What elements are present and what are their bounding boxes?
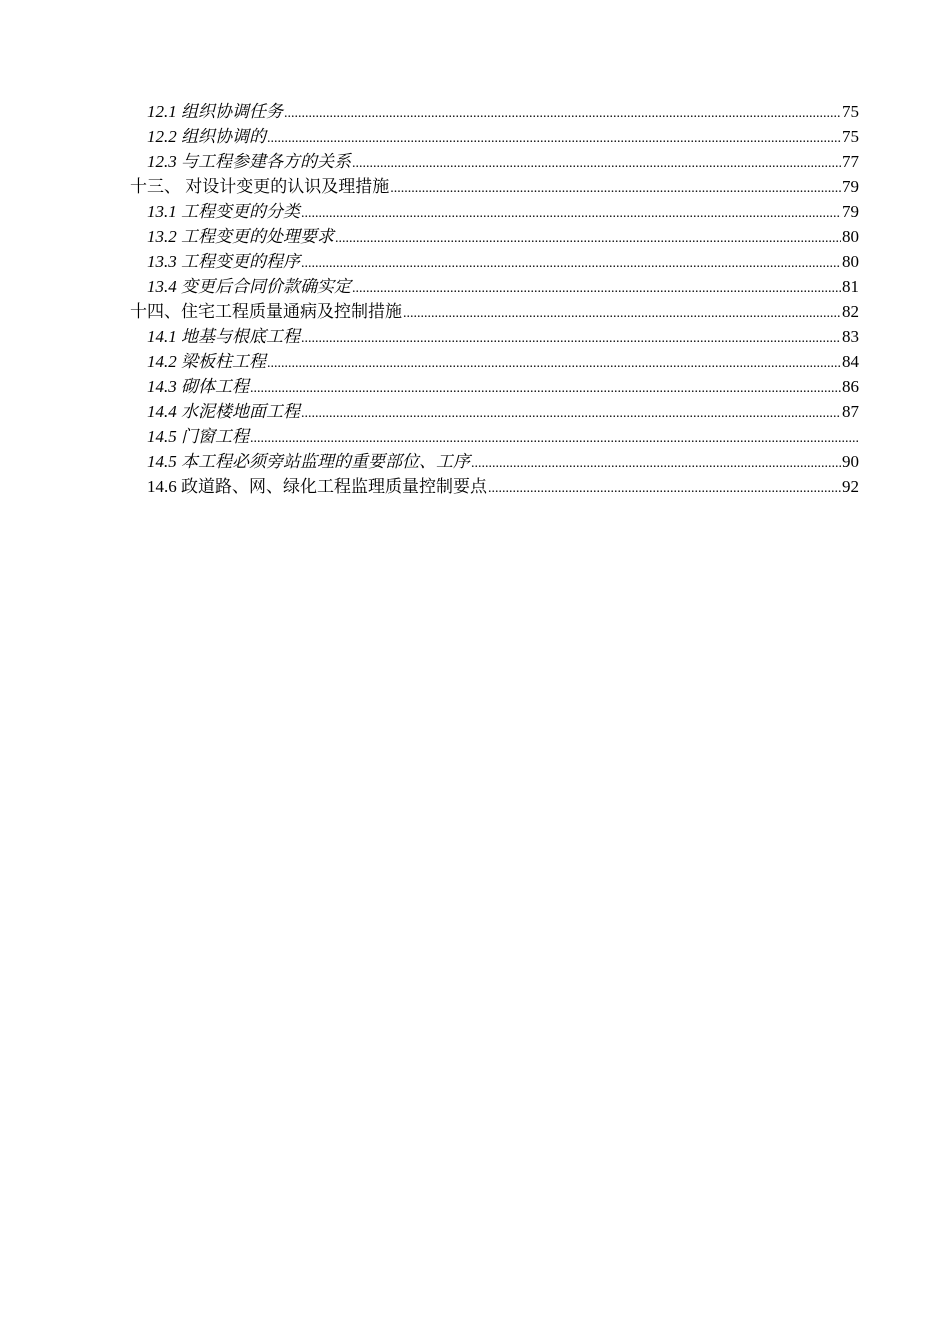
toc-entry[interactable] (130, 374, 859, 399)
toc-entry-page-number: 77 (842, 152, 859, 171)
toc-entry[interactable] (130, 149, 859, 174)
toc-entry-page-number: 75 (842, 102, 859, 121)
toc-dot-leader (335, 226, 841, 251)
toc-entry-label: 13.2 工程变更的处理要求 (147, 227, 334, 246)
toc-entry-label: 14.4 水泥楼地面工程 (147, 402, 300, 421)
toc-dot-leader (301, 326, 841, 351)
toc-entry-label: 13.4 变更后合同价款确实定 (147, 277, 351, 296)
toc-entry[interactable] (130, 474, 859, 499)
toc-entry-label: 12.2 组织协调的 (147, 127, 266, 146)
toc-dot-leader (301, 401, 841, 426)
toc-entry-page-number: 87 (842, 402, 859, 421)
toc-entry-page-number: 80 (842, 252, 859, 271)
toc-entry[interactable] (130, 249, 859, 274)
toc-entry-label: 十四、住宅工程质量通病及控制措施 (130, 302, 402, 321)
toc-entry[interactable] (130, 199, 859, 224)
toc-entry-page-number: 86 (842, 377, 859, 396)
toc-entry[interactable] (130, 99, 859, 124)
table-of-contents (130, 99, 859, 499)
toc-entry[interactable] (130, 274, 859, 299)
toc-entry-label: 14.1 地基与根底工程 (147, 327, 300, 346)
toc-entry[interactable] (130, 399, 859, 424)
toc-entry[interactable] (130, 449, 859, 474)
toc-entry-page-number: 82 (842, 302, 859, 321)
toc-entry-page-number: 92 (842, 477, 859, 496)
toc-dot-leader (352, 151, 841, 176)
toc-entry-label: 14.2 梁板柱工程 (147, 352, 266, 371)
toc-entry-page-number: 84 (842, 352, 859, 371)
toc-dot-leader (403, 301, 841, 326)
toc-entry-page-number: 79 (842, 202, 859, 221)
toc-entry-label: 14.5 门窗工程 (147, 427, 249, 446)
toc-dot-leader (250, 426, 858, 451)
toc-dot-leader (488, 476, 841, 501)
toc-dot-leader (471, 451, 841, 476)
toc-dot-leader (250, 376, 841, 401)
toc-entry[interactable] (130, 424, 859, 449)
toc-entry-label: 13.1 工程变更的分类 (147, 202, 300, 221)
toc-dot-leader (284, 101, 841, 126)
toc-entry-label: 12.1 组织协调任务 (147, 102, 283, 121)
toc-entry-label: 14.6 政道路、网、绿化工程监理质量控制要点 (147, 477, 487, 496)
toc-entry-page-number: 83 (842, 327, 859, 346)
toc-entry[interactable] (130, 349, 859, 374)
toc-entry-page-number: 79 (842, 177, 859, 196)
toc-dot-leader (352, 276, 841, 301)
toc-entry-label: 十三、 对设计变更的认识及理措施 (130, 177, 390, 196)
toc-entry[interactable] (130, 124, 859, 149)
toc-dot-leader (390, 176, 841, 201)
toc-entry[interactable] (130, 324, 859, 349)
toc-dot-leader (267, 351, 841, 376)
toc-entry-page-number: 90 (842, 452, 859, 471)
toc-dot-leader (301, 201, 841, 226)
toc-dot-leader (267, 126, 841, 151)
toc-entry-label: 14.5 本工程必须旁站监理的重要部位、工序 (147, 452, 470, 471)
toc-entry-page-number: 81 (842, 277, 859, 296)
toc-entry[interactable] (130, 224, 859, 249)
toc-entry-page-number: 80 (842, 227, 859, 246)
toc-dot-leader (301, 251, 841, 276)
toc-entry-label: 14.3 砌体工程 (147, 377, 249, 396)
toc-entry[interactable] (130, 299, 859, 324)
toc-entry-label: 12.3 与工程参建各方的关系 (147, 152, 351, 171)
toc-entry[interactable] (130, 174, 859, 199)
toc-entry-label: 13.3 工程变更的程序 (147, 252, 300, 271)
toc-entry-page-number: 75 (842, 127, 859, 146)
